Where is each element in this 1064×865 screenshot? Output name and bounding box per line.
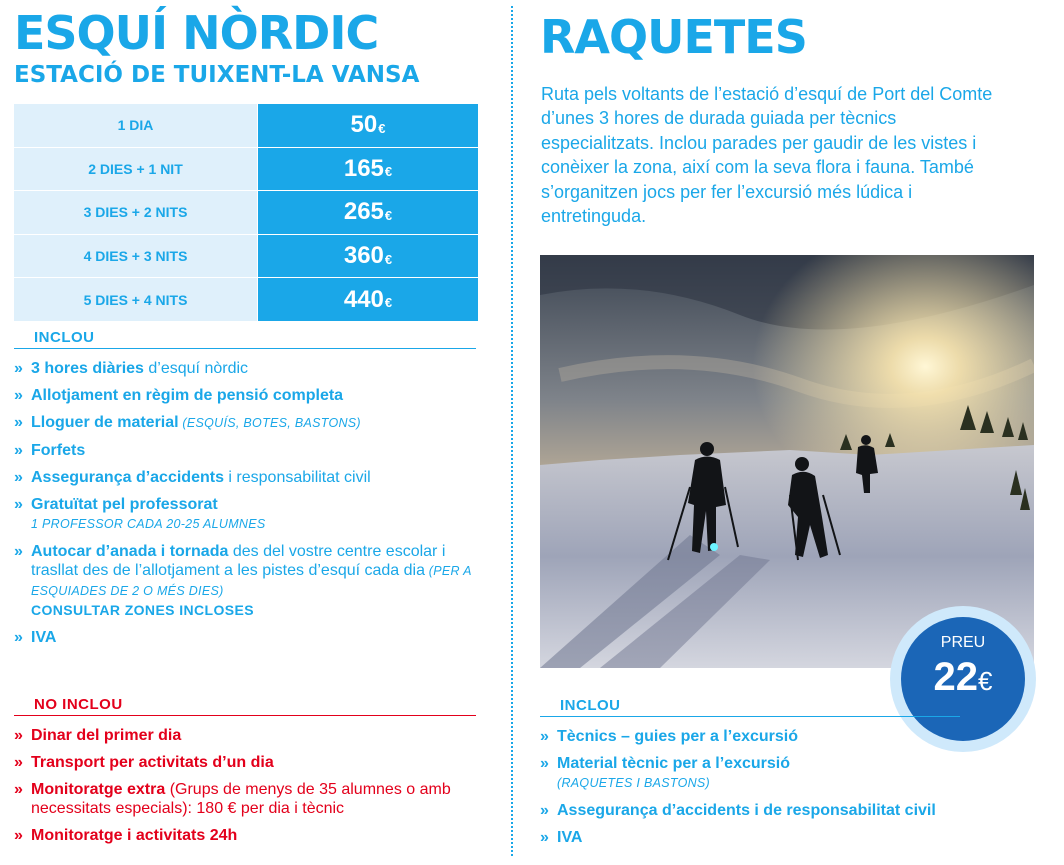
list-item: » Tècnics – guies per a l’excursió bbox=[540, 728, 798, 745]
price-label: 5 DIES + 4 NITS bbox=[14, 278, 258, 321]
includes-section bbox=[14, 328, 476, 647]
price-label: 2 DIES + 1 NIT bbox=[14, 148, 258, 191]
list-item: » 3 hores diàries d’esquí nòrdic bbox=[14, 360, 249, 377]
includes-list bbox=[540, 727, 960, 847]
list-item: » Monitoratge extra (Grups de menys de 35 alumnes o amb necessitats especials): 180 € per dia i tècnic bbox=[14, 781, 451, 817]
price-value: 360 € bbox=[258, 235, 478, 278]
list-item: » Lloguer de material (ESQUÍS, BOTES, BASTONS) bbox=[14, 414, 361, 431]
subtitle-station: ESTACIÓ DE TUIXENT-LA VANSA bbox=[14, 62, 420, 88]
page-title-esqui-nordic: ESQUÍ NÒRDIC bbox=[14, 6, 379, 60]
list-item: » IVA bbox=[14, 629, 57, 646]
price-value: 22€ bbox=[933, 655, 993, 699]
price-row bbox=[14, 278, 478, 322]
list-item: » Dinar del primer dia bbox=[14, 727, 182, 744]
price-table bbox=[14, 104, 478, 322]
list-item: » Autocar d’anada i tornada des del vostre centre escolar i trasllat des de l’allotjament a les pistes d’esquí cada dia (PER A ESQUIADES DE 2 O MÉS DIES) CONSULTAR ZONES INCLOSES bbox=[14, 543, 472, 618]
price-value: 50 € bbox=[258, 104, 478, 147]
not-includes-section bbox=[14, 695, 476, 845]
price-label: 1 DIA bbox=[14, 104, 258, 147]
price-value: 440 € bbox=[258, 278, 478, 321]
price-label: 3 DIES + 2 NITS bbox=[14, 191, 258, 234]
price-label: PREU bbox=[940, 634, 986, 651]
list-item: » Assegurança d’accidents i responsabilitat civil bbox=[14, 469, 371, 486]
list-item: » Transport per activitats d’un dia bbox=[14, 754, 274, 771]
list-item: » Assegurança d’accidents i de responsabilitat civil bbox=[540, 802, 936, 819]
includes-list bbox=[14, 359, 476, 647]
includes-heading: INCLOU bbox=[540, 696, 960, 717]
list-item: » Forfets bbox=[14, 442, 86, 459]
list-item: » Allotjament en règim de pensió completa bbox=[14, 387, 344, 404]
not-includes-heading: NO INCLOU bbox=[14, 695, 476, 716]
includes-heading: INCLOU bbox=[14, 328, 476, 349]
raquetes-includes-section bbox=[540, 696, 960, 847]
price-row bbox=[14, 148, 478, 192]
page-title-raquetes: RAQUETES bbox=[540, 10, 807, 64]
list-item: » Gratuïtat pel professorat 1 PROFESSOR CADA 20-25 ALUMNES bbox=[14, 496, 266, 531]
price-label: 4 DIES + 3 NITS bbox=[14, 235, 258, 278]
price-row bbox=[14, 104, 478, 148]
price-value: 265 € bbox=[258, 191, 478, 234]
list-item: » IVA bbox=[540, 829, 583, 846]
price-value: 165 € bbox=[258, 148, 478, 191]
description: Ruta pels voltants de l’estació d’esquí de Port del Comte d’unes 3 hores de durada guiada per tècnics especialitzats. Inclou parades per gaudir de les vistes i conèixer la zona, així com la seva flora i fauna. També s’organitzen jocs per fer l’excursió més lúdica i entretinguda. bbox=[541, 84, 993, 227]
not-includes-list bbox=[14, 726, 476, 845]
list-item: » Material tècnic per a l’excursió (RAQUETES I BASTONS) bbox=[540, 755, 790, 790]
column-divider bbox=[511, 6, 513, 856]
list-item: » Monitoratge i activitats 24h bbox=[14, 827, 238, 844]
price-row bbox=[14, 191, 478, 235]
price-row bbox=[14, 235, 478, 279]
